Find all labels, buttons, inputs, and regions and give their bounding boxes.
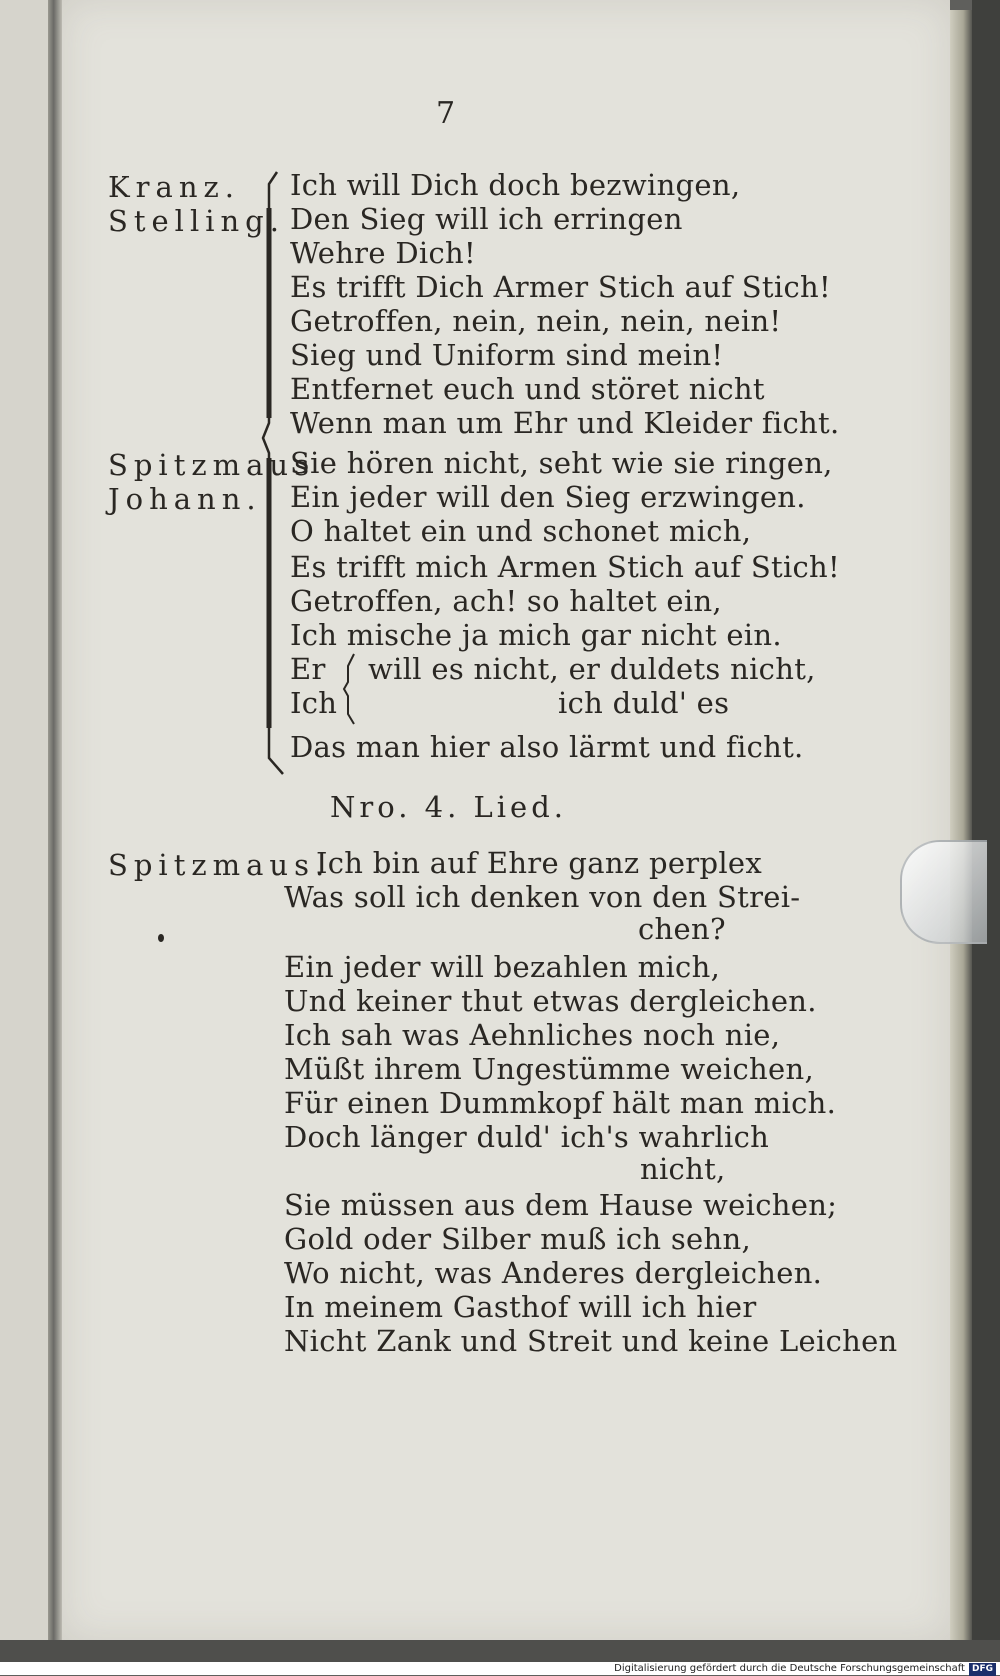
verse-line-continuation: nicht, (640, 1152, 726, 1186)
verse-line: Entfernet euch und störet nicht (290, 372, 765, 406)
verse-line: Ein jeder will den Sieg erzwingen. (290, 480, 806, 514)
ink-spot (158, 934, 164, 942)
verse-line-split-right: will es nicht, er duldets nicht, (368, 652, 816, 686)
speaker-name: Kranz. (108, 170, 240, 204)
page-number: 7 (436, 96, 456, 131)
speaker-name: Spitzmaus. (108, 848, 331, 882)
verse-line-continuation: chen? (638, 912, 726, 946)
speaker-name: Stelling. (108, 204, 285, 238)
verse-line: Für einen Dummkopf hält man mich. (284, 1086, 837, 1120)
verse-line-split-left: Ich (290, 686, 338, 720)
verse-line-split-left: Er (290, 652, 326, 686)
verse-line: Getroffen, ach! so haltet ein, (290, 584, 722, 618)
verse-line: Müßt ihrem Ungestümme weichen, (284, 1052, 814, 1086)
verse-line: Ein jeder will bezahlen mich, (284, 950, 721, 984)
verse-line: Gold oder Silber muß ich sehn, (284, 1222, 751, 1256)
split-brace (340, 652, 360, 726)
song-title: Nro. 4. Lied. (330, 790, 567, 824)
verse-line: Ich sah was Aehnliches noch nie, (284, 1018, 781, 1052)
digitization-credit-bar (0, 1662, 1000, 1675)
verse-line: Sieg und Uniform sind mein! (290, 338, 724, 372)
scan-background (0, 1640, 1000, 1662)
verse-line: Und keiner thut etwas dergleichen. (284, 984, 817, 1018)
verse-line: Wenn man um Ehr und Kleider ficht. (290, 406, 840, 440)
book-cover-edge (972, 0, 1000, 1675)
verse-line: Ich will Dich doch bezwingen, (290, 168, 741, 202)
book-gutter (48, 0, 62, 1675)
verse-line: Nicht Zank und Streit und keine Leichen (284, 1324, 898, 1358)
previous-page-strip (0, 0, 50, 1675)
verse-line-split-right: ich duld' es (558, 686, 730, 720)
verse-line: In meinem Gasthof will ich hier (284, 1290, 757, 1324)
verse-line: Sie müssen aus dem Hause weichen; (284, 1188, 838, 1222)
verse-line: Den Sieg will ich erringen (290, 202, 683, 236)
verse-line: Doch länger duld' ich's wahrlich (284, 1120, 770, 1154)
verse-line: Es trifft Dich Armer Stich auf Stich! (290, 270, 831, 304)
verse-line: Was soll ich denken von den Strei- (284, 880, 801, 914)
verse-line: Ich bin auf Ehre ganz perplex (316, 846, 763, 880)
verse-line: Das man hier also lärmt und ficht. (290, 730, 804, 764)
verse-line: Sie hören nicht, seht wie sie ringen, (290, 446, 833, 480)
verse-line: O haltet ein und schonet mich, (290, 514, 752, 548)
verse-line: Wehre Dich! (290, 236, 476, 270)
speaker-brace (255, 168, 295, 778)
page-edge (950, 10, 972, 1640)
credit-text: Digitalisierung gefördert durch die Deutsche Forschungsgemeinschaft (614, 1663, 965, 1674)
speaker-name: Spitzmaus (108, 448, 315, 482)
page-clip-holder (900, 840, 987, 944)
verse-line: Ich mische ja mich gar nicht ein. (290, 618, 782, 652)
dfg-logo: DFG (969, 1663, 996, 1676)
verse-line: Wo nicht, was Anderes dergleichen. (284, 1256, 823, 1290)
verse-line: Getroffen, nein, nein, nein, nein! (290, 304, 782, 338)
verse-line: Es trifft mich Armen Stich auf Stich! (290, 550, 840, 584)
speaker-name: Johann. (108, 482, 262, 516)
